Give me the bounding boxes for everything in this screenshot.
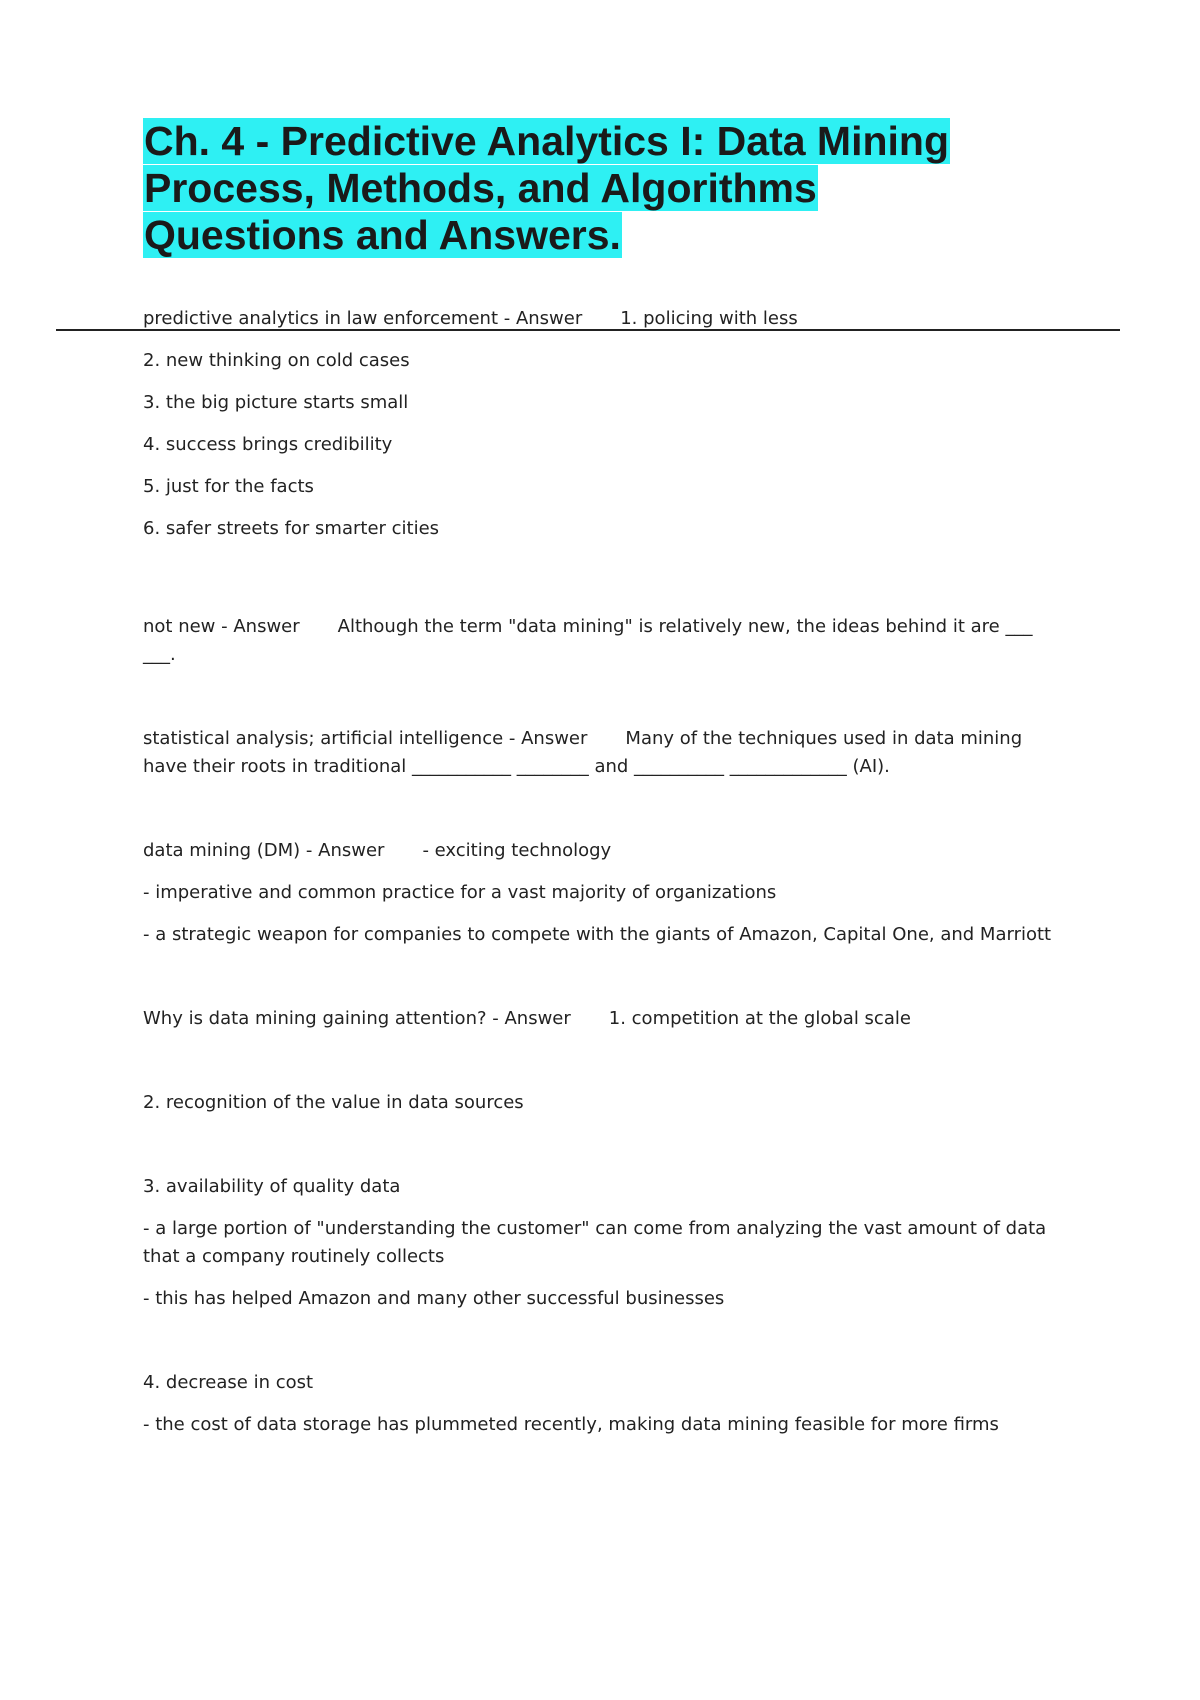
qa-question: data mining (DM) - Answer bbox=[143, 840, 385, 861]
qa-question-line bbox=[143, 725, 1063, 781]
list-item: 2. recognition of the value in data sources bbox=[143, 1092, 524, 1113]
list-item: 4. success brings credibility bbox=[143, 434, 393, 455]
qa-entry bbox=[143, 1005, 1063, 1439]
qa-question-line bbox=[143, 613, 1063, 669]
list-item: 6. safer streets for smarter cities bbox=[143, 518, 440, 539]
qa-answer: Many of the techniques used in data mining have their roots in traditional ___________ ________ and __________ _____________ (AI). bbox=[143, 728, 1023, 777]
list-item: - the cost of data storage has plummeted recently, making data mining feasible for more firms bbox=[143, 1414, 999, 1435]
qa-question: not new - Answer bbox=[143, 616, 300, 637]
list-item: 2. new thinking on cold cases bbox=[143, 350, 410, 371]
list-item: 3. the big picture starts small bbox=[143, 392, 409, 413]
list-item: - a large portion of "understanding the customer" can come from analyzing the vast amount of data that a company routinely collects bbox=[143, 1218, 1047, 1267]
list-item: 4. decrease in cost bbox=[143, 1372, 314, 1393]
qa-question-line bbox=[143, 837, 1063, 865]
qa-entry bbox=[143, 725, 1063, 781]
qa-question-line bbox=[143, 305, 1063, 333]
list-item: - imperative and common practice for a vast majority of organizations bbox=[143, 882, 777, 903]
qa-answer: 1. policing with less bbox=[620, 308, 798, 329]
qa-answer: - exciting technology bbox=[422, 840, 612, 861]
qa-question: Why is data mining gaining attention? - Answer bbox=[143, 1008, 571, 1029]
list-item: - a strategic weapon for companies to compete with the giants of Amazon, Capital One, and Marriott bbox=[143, 924, 1052, 945]
qa-entry bbox=[143, 305, 1063, 557]
qa-question: statistical analysis; artificial intelligence - Answer bbox=[143, 728, 588, 749]
qa-answer: Although the term "data mining" is relatively new, the ideas behind it are ___ ___. bbox=[143, 616, 1033, 665]
qa-entry bbox=[143, 613, 1063, 669]
list-item: 5. just for the facts bbox=[143, 476, 314, 497]
document-title bbox=[143, 118, 1003, 259]
qa-question-line bbox=[143, 1005, 1063, 1033]
title-highlight: Ch. 4 - Predictive Analytics I: Data Mining Process, Methods, and Algorithms Questions and Answers. bbox=[144, 118, 949, 258]
qa-answer: 1. competition at the global scale bbox=[608, 1008, 911, 1029]
qa-content bbox=[143, 305, 1063, 1439]
qa-entry bbox=[143, 837, 1063, 949]
list-item: 3. availability of quality data bbox=[143, 1176, 401, 1197]
qa-question: predictive analytics in law enforcement - Answer bbox=[143, 308, 583, 329]
list-item: - this has helped Amazon and many other successful businesses bbox=[143, 1288, 725, 1309]
